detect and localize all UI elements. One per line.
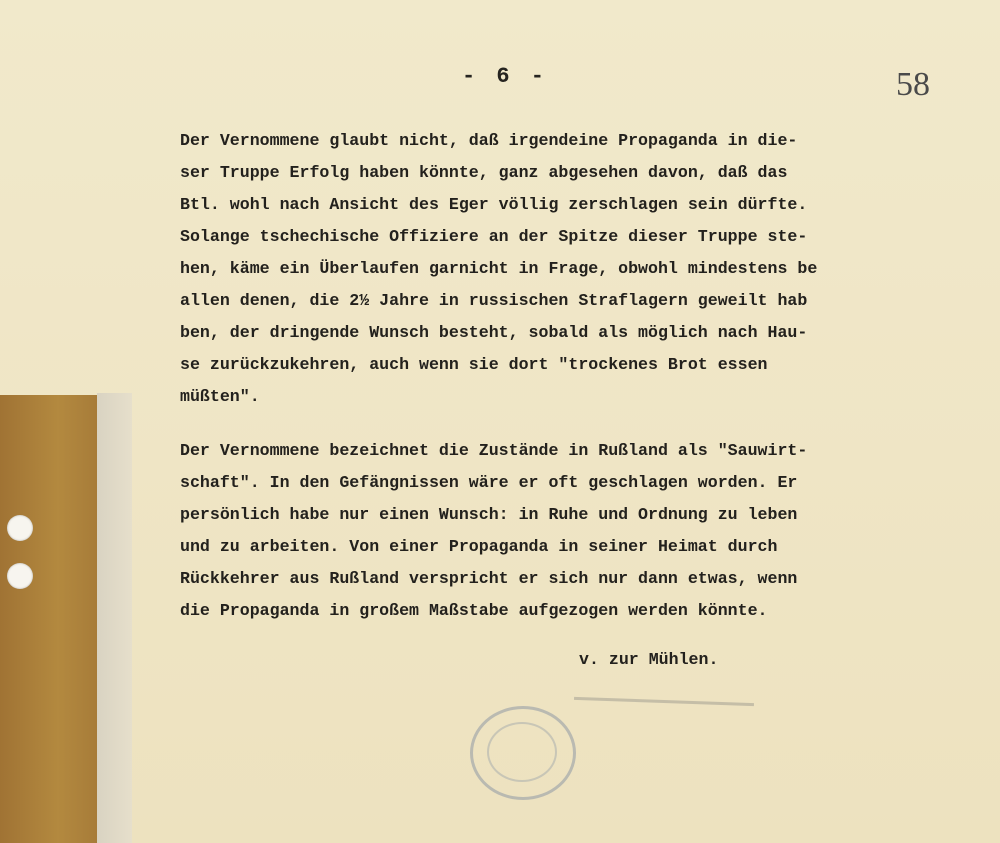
page-number: - 6 - <box>462 64 549 89</box>
punch-hole <box>7 515 33 541</box>
archive-stamp <box>470 706 576 800</box>
text-line: allen denen, die 2½ Jahre in russischen Straflagern geweilt hab <box>180 291 808 310</box>
text-line: ser Truppe Erfolg haben könnte, ganz abgesehen davon, daß das <box>180 163 788 182</box>
signature: v. zur Mühlen. <box>579 650 719 669</box>
text-line: schaft". In den Gefängnissen wäre er oft geschlagen worden. Er <box>180 473 798 492</box>
paragraph-1 <box>180 125 995 413</box>
text-line: Btl. wohl nach Ansicht des Eger völlig zerschlagen sein dürfte. <box>180 195 808 214</box>
folder-tab <box>0 395 97 843</box>
text-line: die Propaganda in großem Maßstabe aufgezogen werden könnte. <box>180 601 768 620</box>
paper-shadow <box>97 393 132 843</box>
text-line: hen, käme ein Überlaufen garnicht in Frage, obwohl mindestens be <box>180 259 818 278</box>
text-line: ben, der dringende Wunsch besteht, sobald als möglich nach Hau- <box>180 323 808 342</box>
text-line: Solange tschechische Offiziere an der Spitze dieser Truppe ste- <box>180 227 808 246</box>
archive-stamp-inner-ring <box>487 722 557 782</box>
ink-stroke <box>574 697 754 706</box>
paragraph-spacer <box>180 413 995 435</box>
text-line: Der Vernommene bezeichnet die Zustände in Rußland als "Sauwirt- <box>180 441 808 460</box>
text-line: Rückkehrer aus Rußland verspricht er sich nur dann etwas, wenn <box>180 569 798 588</box>
punch-hole <box>7 563 33 589</box>
text-line: Der Vernommene glaubt nicht, daß irgendeine Propaganda in die- <box>180 131 798 150</box>
text-line: müßten". <box>180 387 260 406</box>
archive-number: 58 <box>896 66 930 103</box>
paragraph-2 <box>180 435 995 627</box>
text-line: und zu arbeiten. Von einer Propaganda in seiner Heimat durch <box>180 537 778 556</box>
text-line: se zurückzukehren, auch wenn sie dort "trockenes Brot essen <box>180 355 768 374</box>
text-line: persönlich habe nur einen Wunsch: in Ruhe und Ordnung zu leben <box>180 505 798 524</box>
document-body <box>180 125 995 627</box>
